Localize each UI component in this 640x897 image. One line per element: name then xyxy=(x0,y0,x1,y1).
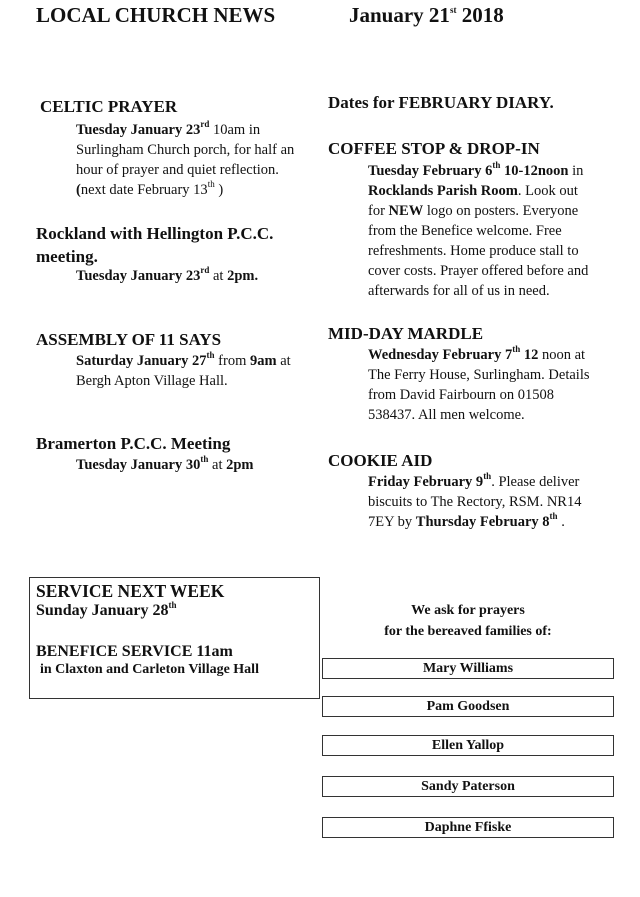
bereaved-name: Daphne Ffiske xyxy=(322,817,614,838)
benefice-service: BENEFICE SERVICE 11am xyxy=(36,643,233,660)
cookie-aid-details: Friday February 9th. Please deliver biscuits to The Rectory, RSM. NR14 7EY by Thursday February 8th . xyxy=(368,471,582,530)
cookie-aid-heading: COOKIE AID xyxy=(328,451,433,470)
rockland-pcc-details: Tuesday January 23rd at 2pm. xyxy=(76,265,259,284)
bramerton-details: Tuesday January 30th at 2pm xyxy=(76,454,254,473)
bereaved-name: Mary Williams xyxy=(322,658,614,679)
assembly-details: Saturday January 27th from 9am at Bergh Apton Village Hall. xyxy=(76,350,291,389)
coffee-stop-details: Tuesday February 6th 10-12noon in Rocklands Parish Room. Look out for NEW logo on posters. Everyone from the Benefice welcome. Free refreshments. Home produce stall to cover costs. Prayer offered before and afterwards for all of us in need. xyxy=(368,160,589,299)
service-heading: SERVICE NEXT WEEK xyxy=(36,581,225,601)
page-title: LOCAL CHURCH NEWS xyxy=(36,3,276,27)
mardle-heading: MID-DAY MARDLE xyxy=(328,324,484,343)
rockland-pcc-heading: Rockland with Hellington P.C.C. meeting. xyxy=(36,224,274,266)
assembly-heading: ASSEMBLY OF 11 SAYS xyxy=(36,330,222,349)
celtic-prayer-details: Tuesday January 23rd 10am in Surlingham Church porch, for half an hour of prayer and quiet reflection. (next date February 13th ) xyxy=(76,119,295,198)
coffee-stop-heading: COFFEE STOP & DROP-IN xyxy=(328,139,540,158)
bereaved-name: Pam Goodsen xyxy=(322,696,614,717)
celtic-prayer-heading: CELTIC PRAYER xyxy=(40,97,178,116)
bramerton-heading: Bramerton P.C.C. Meeting xyxy=(36,434,231,453)
mardle-details: Wednesday February 7th 12 noon at The Ferry House, Surlingham. Details from David Fairbourn on 01508 538437. All men welcome. xyxy=(368,344,590,423)
issue-date: January 21st 2018 xyxy=(349,3,504,27)
february-diary-heading: Dates for FEBRUARY DIARY. xyxy=(328,93,554,112)
prayers-request: We ask for prayers for the bereaved families of: xyxy=(384,603,552,639)
bereaved-name: Sandy Paterson xyxy=(322,776,614,797)
bereaved-name: Ellen Yallop xyxy=(322,735,614,756)
service-date: Sunday January 28th xyxy=(36,599,177,619)
service-location: in Claxton and Carleton Village Hall xyxy=(40,662,259,677)
